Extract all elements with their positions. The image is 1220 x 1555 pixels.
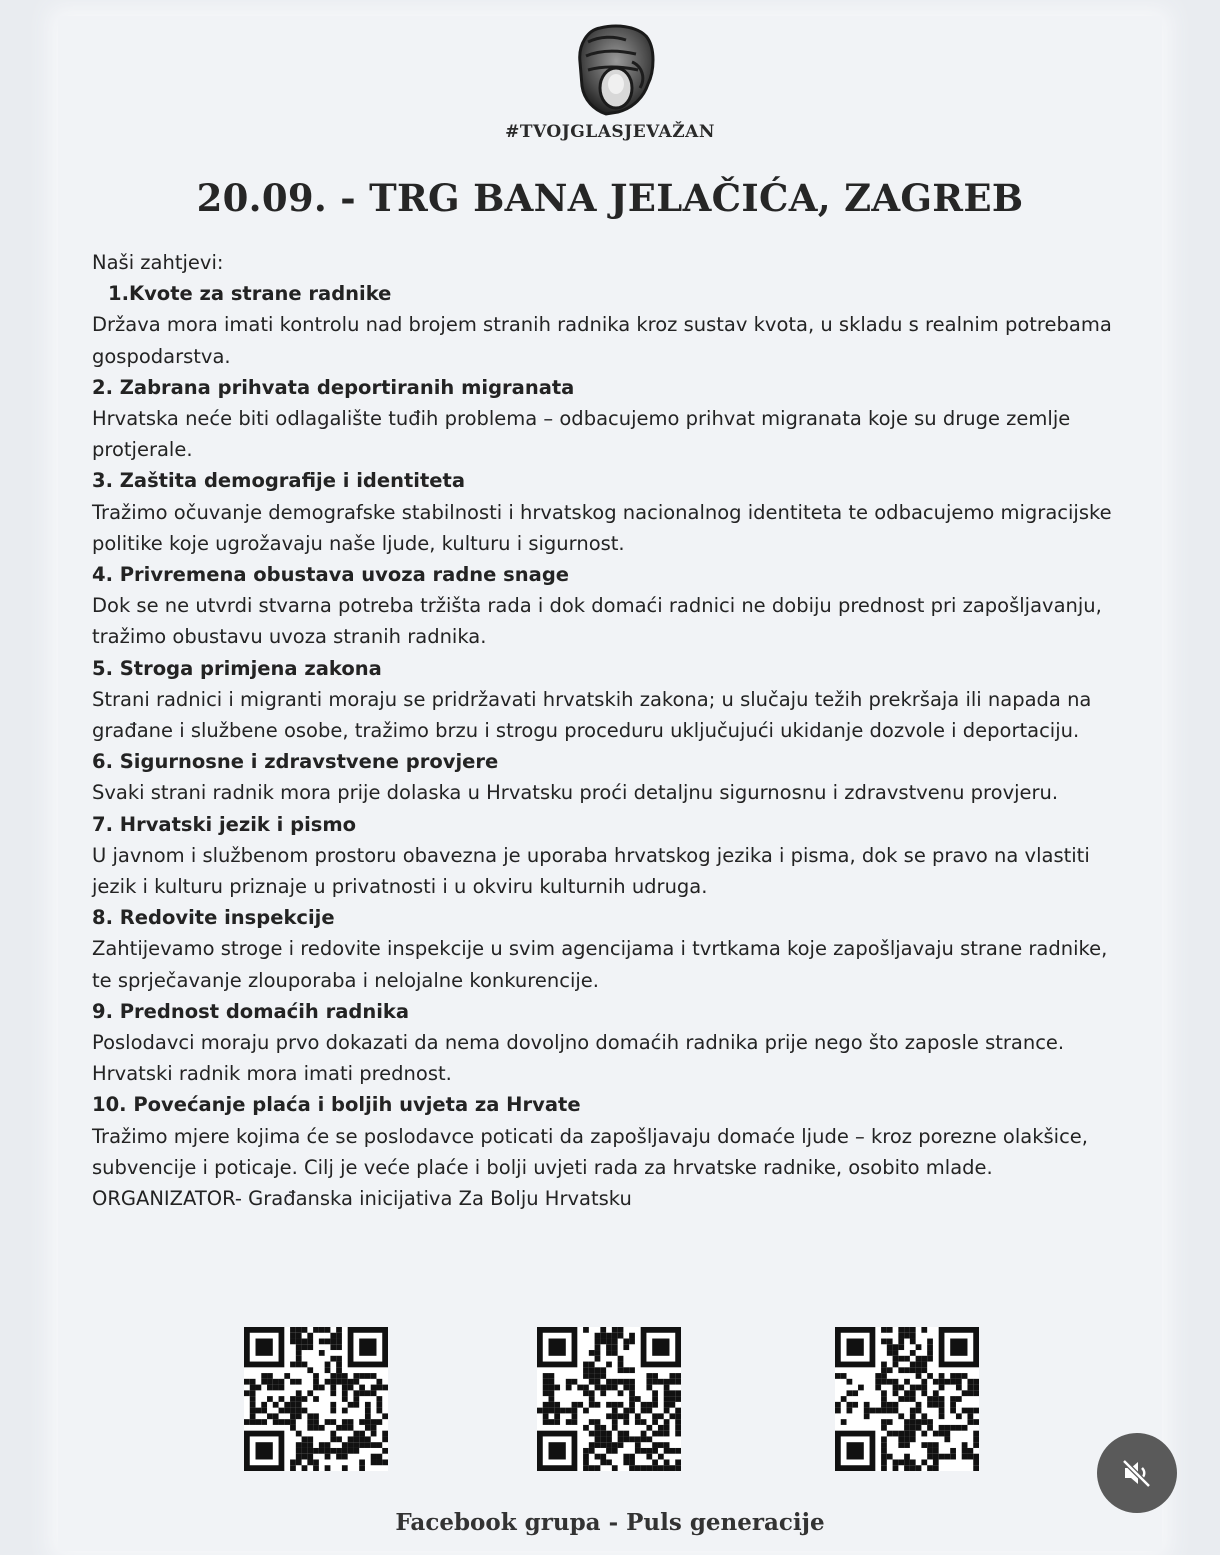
demand-text: Država mora imati kontrolu nad brojem stranih radnika kroz sustav kvota, u skladu s realnim potrebama gospodarstva.: [92, 313, 1112, 368]
demand-title: 4. Privremena obustava uvoza radne snage: [92, 563, 570, 587]
organizer-text: ORGANIZATOR- Građanska inicijativa Za Bolju Hrvatsku: [92, 1187, 632, 1211]
demand-title: 1.Kvote za strane radnike: [108, 282, 392, 306]
demand-text: Svaki strani radnik mora prije dolaska u Hrvatsku proći detaljnu sigurnosnu i zdravstvenu provjeru.: [92, 781, 1059, 805]
mute-button[interactable]: [1097, 1433, 1177, 1513]
demand-text: Tražimo očuvanje demografske stabilnosti i hrvatskog nacionalnog identiteta te odbacujemo migracijske politike koje ugrožavaju naše ljude, kulturu i sigurnost.: [92, 500, 1112, 555]
demand-text: Zahtijevamo stroge i redovite inspekcije u svim agencijama i tvrtkama koje zapošljavaju strane radnike, te sprječavanje zlouporaba i nelojalne konkurencije.: [92, 937, 1108, 992]
demands-list: [92, 247, 1122, 1214]
demand-text: Dok se ne utvrdi stvarna potreba tržišta rada i dok domaći radnici ne dobiju prednost pri zapošljavanju, tražimo obustavu uvoza stranih radnika.: [92, 594, 1102, 649]
demand-text: U javnom i službenom prostoru obavezna je uporaba hrvatskog jezika i pisma, dok se pravo na vlastiti jezik i kulturu priznaje u privatnosti i u okviru kulturnih udruga.: [92, 843, 1090, 899]
demand-text: Tražimo mjere kojima će se poslodavce poticati da zapošljavaju domaće ljude – kroz porezne olakšice, subvencije i poticaje. Cilj je veće plaće i bolji uvjeti rada za hrvatske radnike, osobito mlade.: [92, 1124, 1088, 1179]
qr-codes: [0, 1327, 1220, 1477]
demand-title: 3. Zaštita demografije i identiteta: [92, 469, 465, 493]
demand-title: 10. Povećanje plaća i boljih uvjeta za Hrvate: [92, 1093, 581, 1117]
facebook-group-footer: Facebook grupa - Puls generacije: [395, 1509, 825, 1536]
intro-text: Naši zahtjevi:: [92, 251, 224, 274]
demand-title: 8. Redovite inspekcije: [92, 906, 335, 930]
demand-title: 9. Prednost domaćih radnika: [92, 999, 410, 1023]
pointing-fist-icon: [566, 22, 660, 118]
demand-text: Poslodavci moraju prvo dokazati da nema dovoljno domaćih radnika prije nego što zaposle strance. Hrvatski radnik mora imati prednost.: [92, 1031, 1065, 1086]
demand-title: 5. Stroga primjena zakona: [92, 656, 382, 680]
muted-speaker-icon: [1117, 1453, 1157, 1493]
hashtag: #TVOJGLASJEVAŽAN: [505, 122, 715, 142]
demand-title: 7. Hrvatski jezik i pismo: [92, 812, 357, 836]
event-headline: 20.09. - TRG BANA JELAČIĆA, ZAGREB: [196, 176, 1024, 220]
qr-code-icon[interactable]: [537, 1327, 681, 1471]
demand-text: Hrvatska neće biti odlagalište tuđih problema – odbacujemo prihvat migranata koje su druge zemlje protjerale.: [92, 407, 1071, 462]
qr-code-icon[interactable]: [244, 1327, 388, 1471]
demand-text: Strani radnici i migranti moraju se pridržavati hrvatskih zakona; u slučaju težih prekršaja ili napada na građane i službene osobe, tražimo brzu i strogu proceduru uključujući ukidanje dozvole i deportaciju.: [92, 687, 1092, 743]
demand-title: 6. Sigurnosne i zdravstvene provjere: [92, 750, 499, 774]
qr-code-icon[interactable]: [835, 1327, 979, 1471]
demand-title: 2. Zabrana prihvata deportiranih migranata: [92, 375, 575, 399]
